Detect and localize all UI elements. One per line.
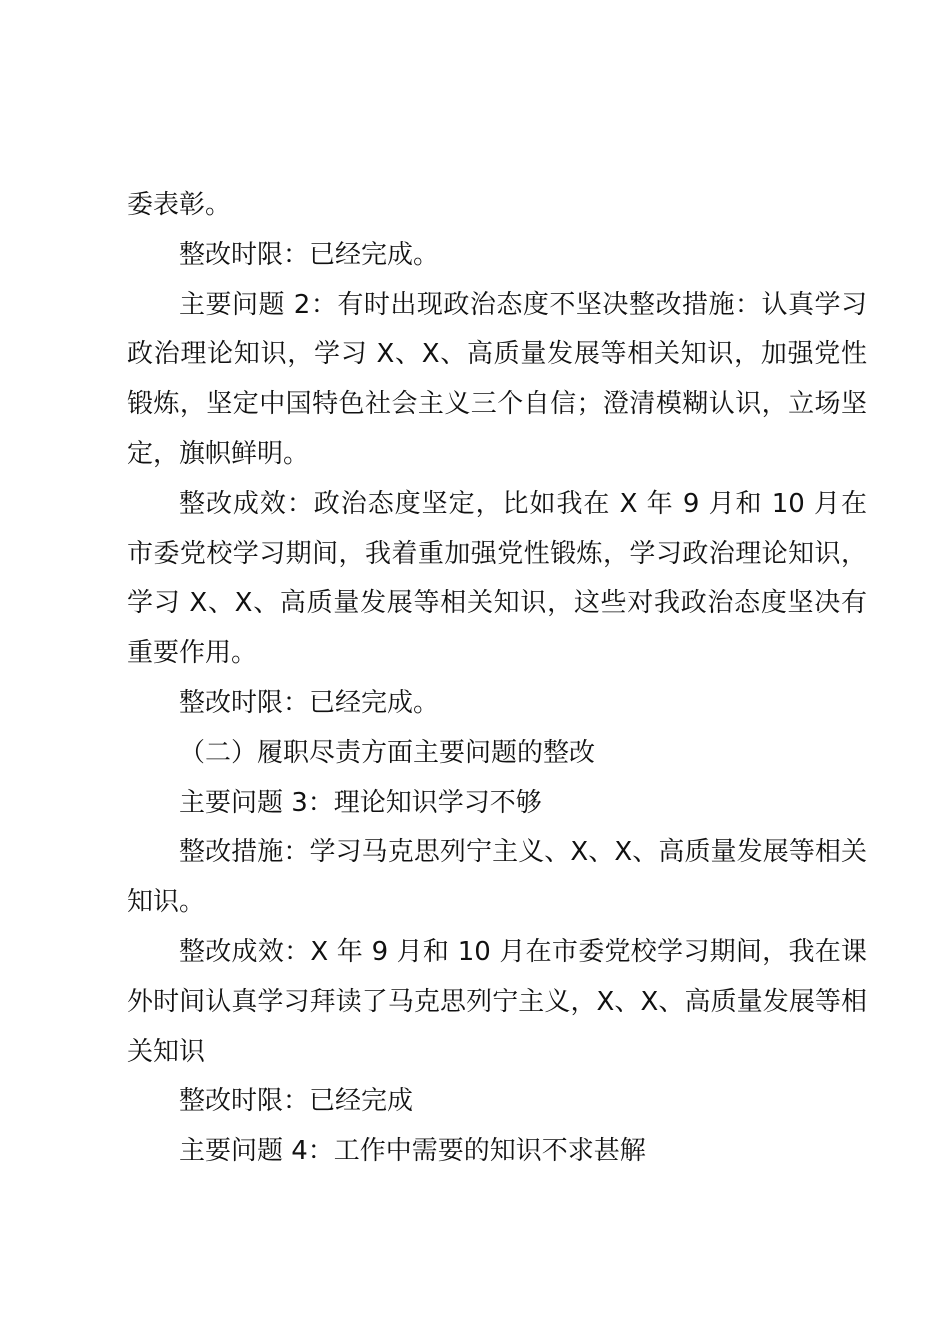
- section-heading-2: （二）履职尽责方面主要问题的整改: [179, 737, 596, 768]
- paragraph-issue-3: 主要问题 3：理论知识学习不够: [179, 787, 542, 818]
- paragraph-measures-3: 整改措施：学习马克思列宁主义、X、X、高质量发展等相关知识。: [127, 837, 867, 918]
- paragraph-result-3: 整改成效：X 年 9 月和 10 月在市委党校学习期间，我在课外时间认真学习拜读了马克思列宁主义，X、X、高质量发展等相关知识: [127, 936, 867, 1067]
- paragraph-deadline-3: 整改时限：已经完成: [179, 1086, 414, 1117]
- paragraph-issue-2: 主要问题 2：有时出现政治态度不坚决整改措施：认真学习政治理论知识，学习 X、X、高质量发展等相关知识，加强党性锻炼，坚定中国特色社会主义三个自信；澄清模糊认识，立场坚定，旗帜鲜明。: [127, 289, 867, 469]
- paragraph-deadline-2: 整改时限：已经完成。: [179, 687, 440, 718]
- paragraph-continuation: 委表彰。: [127, 190, 232, 220]
- paragraph-deadline-1: 整改时限：已经完成。: [179, 239, 440, 270]
- paragraph-issue-4: 主要问题 4：工作中需要的知识不求甚解: [179, 1136, 646, 1167]
- paragraph-result-2: 整改成效：政治态度坚定，比如我在 X 年 9 月和 10 月在市委党校学习期间，我着重加强党性锻炼，学习政治理论知识，学习 X、X、高质量发展等相关知识，这些对我政治态度坚决有重要作用。: [127, 488, 867, 669]
- document-body: [127, 181, 867, 1177]
